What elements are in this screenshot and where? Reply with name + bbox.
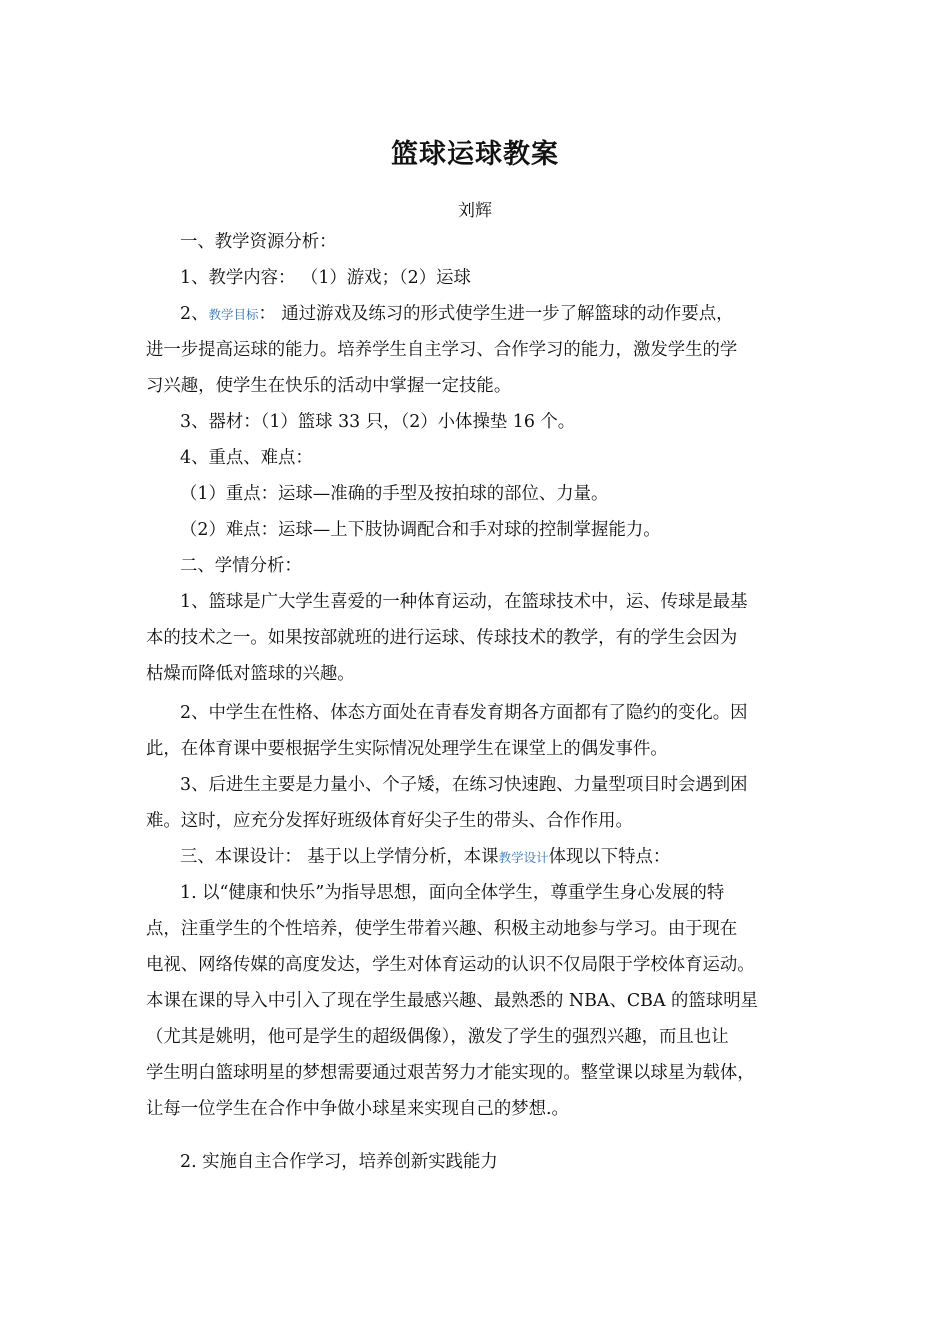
paragraph-line: 枯燥而降低对篮球的兴趣。: [146, 664, 355, 684]
paragraph-line: 习兴趣，使学生在快乐的活动中掌握一定技能。: [146, 376, 512, 396]
section-heading-1: 一、教学资源分析：: [180, 232, 337, 252]
author-name: 刘辉: [458, 201, 492, 221]
teaching-goal-link[interactable]: 教学目标: [208, 307, 259, 322]
paragraph-line: 4、重点、难点：: [180, 448, 313, 468]
paragraph-line: 本的技术之一。如果按部就班的进行运球、传球技术的教学，有的学生会因为: [146, 628, 738, 648]
paragraph-line: （1）重点：运球—准确的手型及按拍球的部位、力量。: [180, 484, 609, 504]
paragraph-line: 2、中学生在性格、体态方面处在青春发育期各方面都有了隐约的变化。因: [180, 703, 748, 723]
paragraph-line: 3、器材：（1）篮球 33 只，（2）小体操垫 16 个。: [180, 412, 576, 432]
paragraph-line: 1. 以“健康和快乐”为指导思想，面向全体学生，尊重学生身心发展的特: [180, 883, 725, 903]
paragraph-line: 点，注重学生的个性培养，使学生带着兴趣、积极主动地参与学习。由于现在: [146, 919, 738, 939]
teaching-design-link[interactable]: 教学设计: [498, 850, 549, 865]
paragraph-line: 本课在课的导入中引入了现在学生最感兴趣、最熟悉的 NBA、CBA 的篮球明星: [146, 991, 758, 1011]
paragraph-line: 电视、网络传媒的高度发达，学生对体育运动的认识不仅局限于学校体育运动。: [146, 955, 755, 975]
paragraph-line: 难。这时，应充分发挥好班级体育好尖子生的带头、合作作用。: [146, 811, 633, 831]
document-title: 篮球运球教案: [391, 139, 559, 170]
paragraph-line: 3、后进生主要是力量小、个子矮，在练习快速跑、力量型项目时会遇到困: [180, 775, 748, 795]
paragraph-line: 让每一位学生在合作中争做小球星来实现自己的梦想.。: [146, 1099, 569, 1119]
paragraph-line: [180, 304, 734, 325]
paragraph-line: 1、篮球是广大学生喜爱的一种体育运动，在篮球技术中，运、传球是最基: [180, 592, 748, 612]
paragraph-text: 体现以下特点：: [548, 847, 671, 867]
paragraph-line: 2. 实施自主合作学习，培养创新实践能力: [180, 1152, 498, 1172]
paragraph-text: 2、: [180, 304, 209, 324]
paragraph-line: （尤其是姚明，他可是学生的超级偶像），激发了学生的强烈兴趣，而且也让: [146, 1027, 729, 1047]
section-heading-2: 二、学情分析：: [180, 556, 302, 576]
section-heading-3: [180, 847, 670, 868]
paragraph-text: 三、本课设计： 基于以上学情分析，本课: [180, 847, 499, 867]
paragraph-line: 此，在体育课中要根据学生实际情况处理学生在课堂上的偶发事件。: [146, 739, 668, 759]
paragraph-line: 进一步提高运球的能力。培养学生自主学习、合作学习的能力，激发学生的学: [146, 340, 738, 360]
paragraph-line: （2）难点：运球—上下肢协调配合和手对球的控制掌握能力。: [180, 520, 661, 540]
paragraph-text: ： 通过游戏及练习的形式使学生进一步了解篮球的动作要点，: [258, 304, 734, 324]
paragraph-line: 1、教学内容： （1）游戏；（2）运球: [180, 268, 471, 288]
paragraph-line: 学生明白篮球明星的梦想需要通过艰苦努力才能实现的。整堂课以球星为载体，: [146, 1063, 755, 1083]
